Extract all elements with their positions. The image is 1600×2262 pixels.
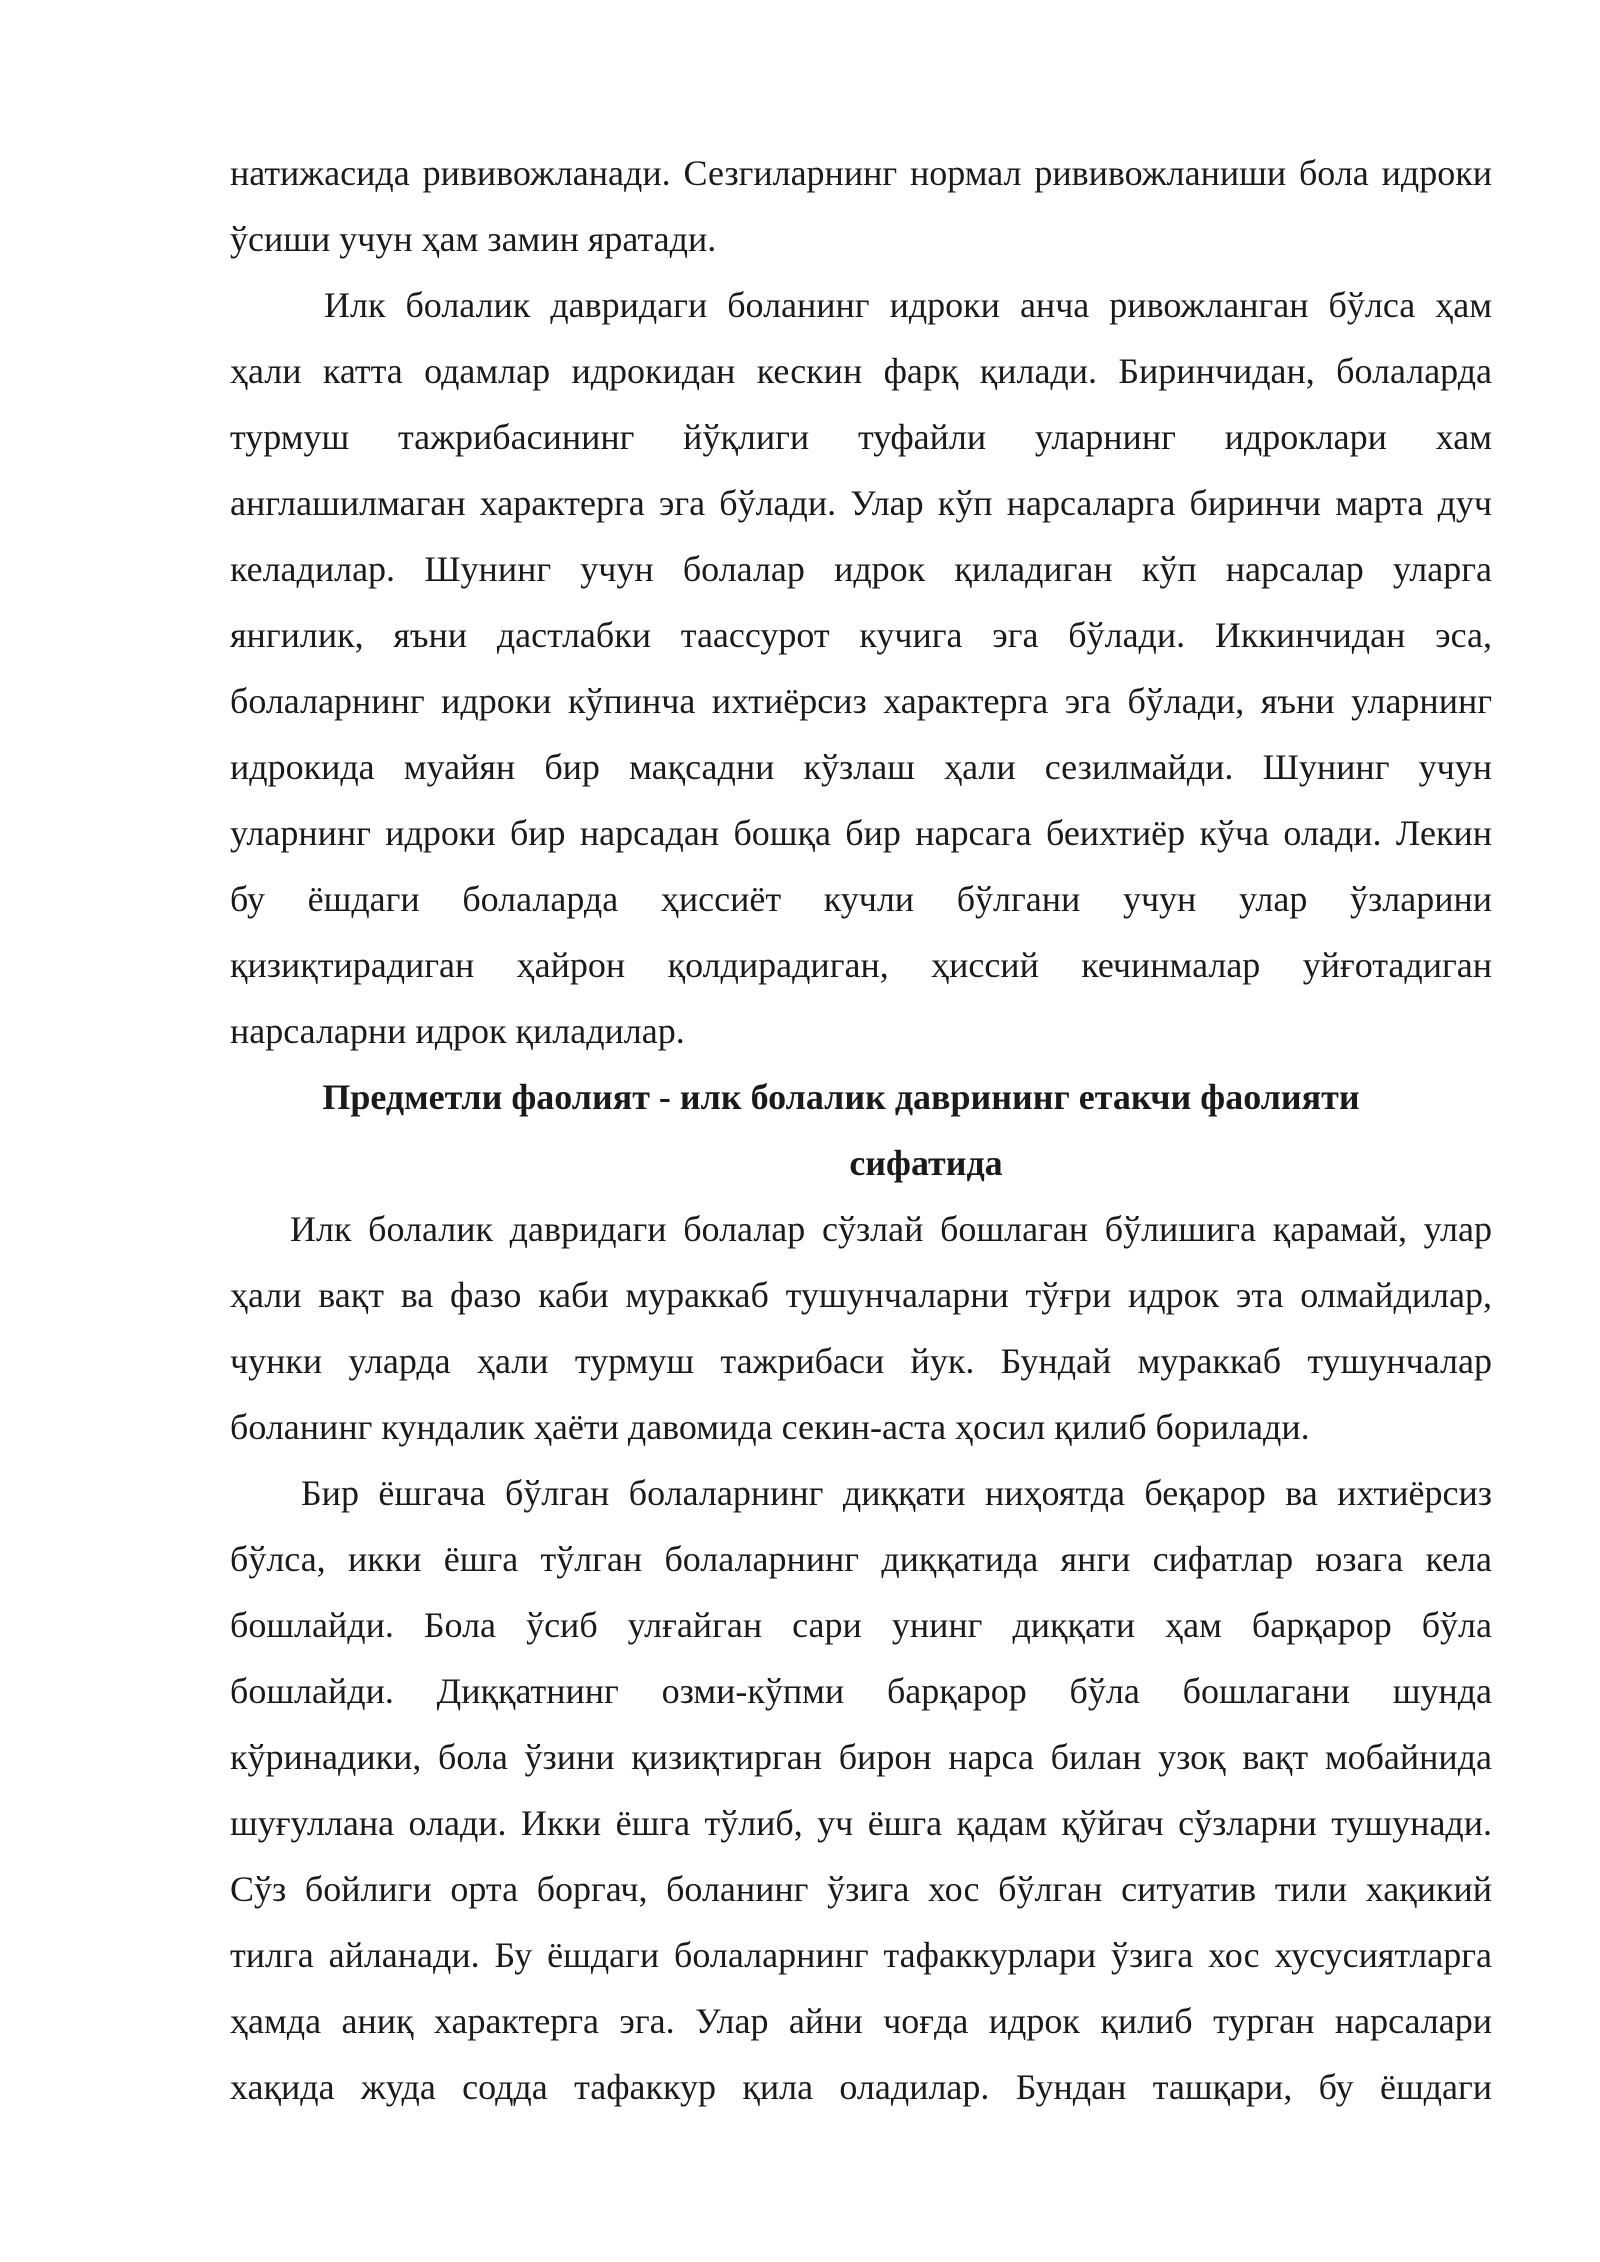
text-line: ҳамда аниқ характерга эга. Улар айни чоғда идрок қилиб турган нарсалари	[230, 2001, 1492, 2041]
text-line: англашилмаган характерга эга бўлади. Улар кўп нарсаларга биринчи марта дуч	[230, 483, 1492, 523]
text-line: ҳали катта одамлар идрокидан кескин фарқ қилади. Биринчидан, болаларда	[230, 351, 1492, 391]
paragraph-1	[230, 140, 1492, 272]
text-line: ҳали вақт ва фазо каби мураккаб тушунчаларни тўғри идрок эта олмайдилар,	[230, 1275, 1492, 1315]
text-line: хақида жуда содда тафаккур қила оладилар. Бундан ташқари, бу ёшдаги	[230, 2067, 1492, 2107]
text-line: турмуш тажрибасининг йўқлиги туфайли уларнинг идроклари хам	[230, 417, 1492, 457]
text-line: боланинг кундалик ҳаёти давомида секин-аста ҳосил қилиб борилади.	[230, 1407, 1310, 1447]
text-line: тилга айланади. Бу ёшдаги болаларнинг тафаккурлари ўзига хос хусусиятларга	[230, 1935, 1492, 1975]
text-line: Бир ёшгача бўлган болаларнинг диққати ниҳоятда беқарор ва ихтиёрсиз	[301, 1473, 1492, 1513]
text-line: бўлса, икки ёшга тўлган болаларнинг диққатида янги сифатлар юзага кела	[230, 1539, 1492, 1579]
text-line: бошлайди. Бола ўсиб улғайган сари унинг диққати ҳам барқарор бўла	[230, 1605, 1492, 1645]
text-line: нарсаларни идрок қиладилар.	[230, 1011, 685, 1051]
text-line: шуғуллана олади. Икки ёшга тўлиб, уч ёшга қадам қўйгач сўзларни тушунади.	[230, 1803, 1492, 1843]
section-heading	[230, 1064, 1492, 1196]
paragraph-3	[230, 1196, 1492, 1460]
text-line: келадилар. Шунинг учун болалар идрок қиладиган кўп нарсалар уларга	[230, 549, 1492, 589]
paragraph-2	[230, 272, 1492, 1064]
text-line: қизиқтирадиган ҳайрон қолдирадиган, ҳиссий кечинмалар уйғотадиган	[230, 945, 1492, 985]
text-line: кўринадики, бола ўзини қизиқтирган бирон нарса билан узоқ вақт мобайнида	[230, 1737, 1492, 1777]
text-line: чунки уларда ҳали турмуш тажрибаси йук. Бундай мураккаб тушунчалар	[230, 1341, 1492, 1381]
heading-line: Предметли фаолият - илк болалик даврининг етакчи фаолияти	[322, 1077, 1360, 1117]
paragraph-4	[230, 1460, 1492, 2120]
text-line: бу ёшдаги болаларда ҳиссиёт кучли бўлгани учун улар ўзларини	[230, 879, 1492, 919]
text-line: ўсиши учун ҳам замин яратади.	[230, 219, 717, 259]
heading-line: сифатида	[849, 1143, 1003, 1183]
text-line: уларнинг идроки бир нарсадан бошқа бир нарсага беихтиёр кўча олади. Лекин	[230, 813, 1492, 853]
text-line: бошлайди. Диққатнинг озми-кўпми барқарор бўла бошлагани шунда	[230, 1671, 1492, 1711]
text-line: янгилик, яъни дастлабки таассурот кучига эга бўлади. Иккинчидан эса,	[230, 615, 1492, 655]
document-page	[230, 140, 1492, 2120]
text-line: натижасида рививожланади. Сезгиларнинг нормал рививожланиши бола идроки	[230, 153, 1492, 193]
text-line: Илк болалик давридаги боланинг идроки анча ривожланган бўлса ҳам	[324, 285, 1492, 325]
text-line: болаларнинг идроки кўпинча ихтиёрсиз характерга эга бўлади, яъни уларнинг	[230, 681, 1492, 721]
text-line: идрокида муайян бир мақсадни кўзлаш ҳали сезилмайди. Шунинг учун	[230, 747, 1492, 787]
text-line: Сўз бойлиги орта боргач, боланинг ўзига хос бўлган ситуатив тили хақикий	[230, 1869, 1492, 1909]
text-line: Илк болалик давридаги болалар сўзлай бошлаган бўлишига қарамай, улар	[290, 1209, 1492, 1249]
